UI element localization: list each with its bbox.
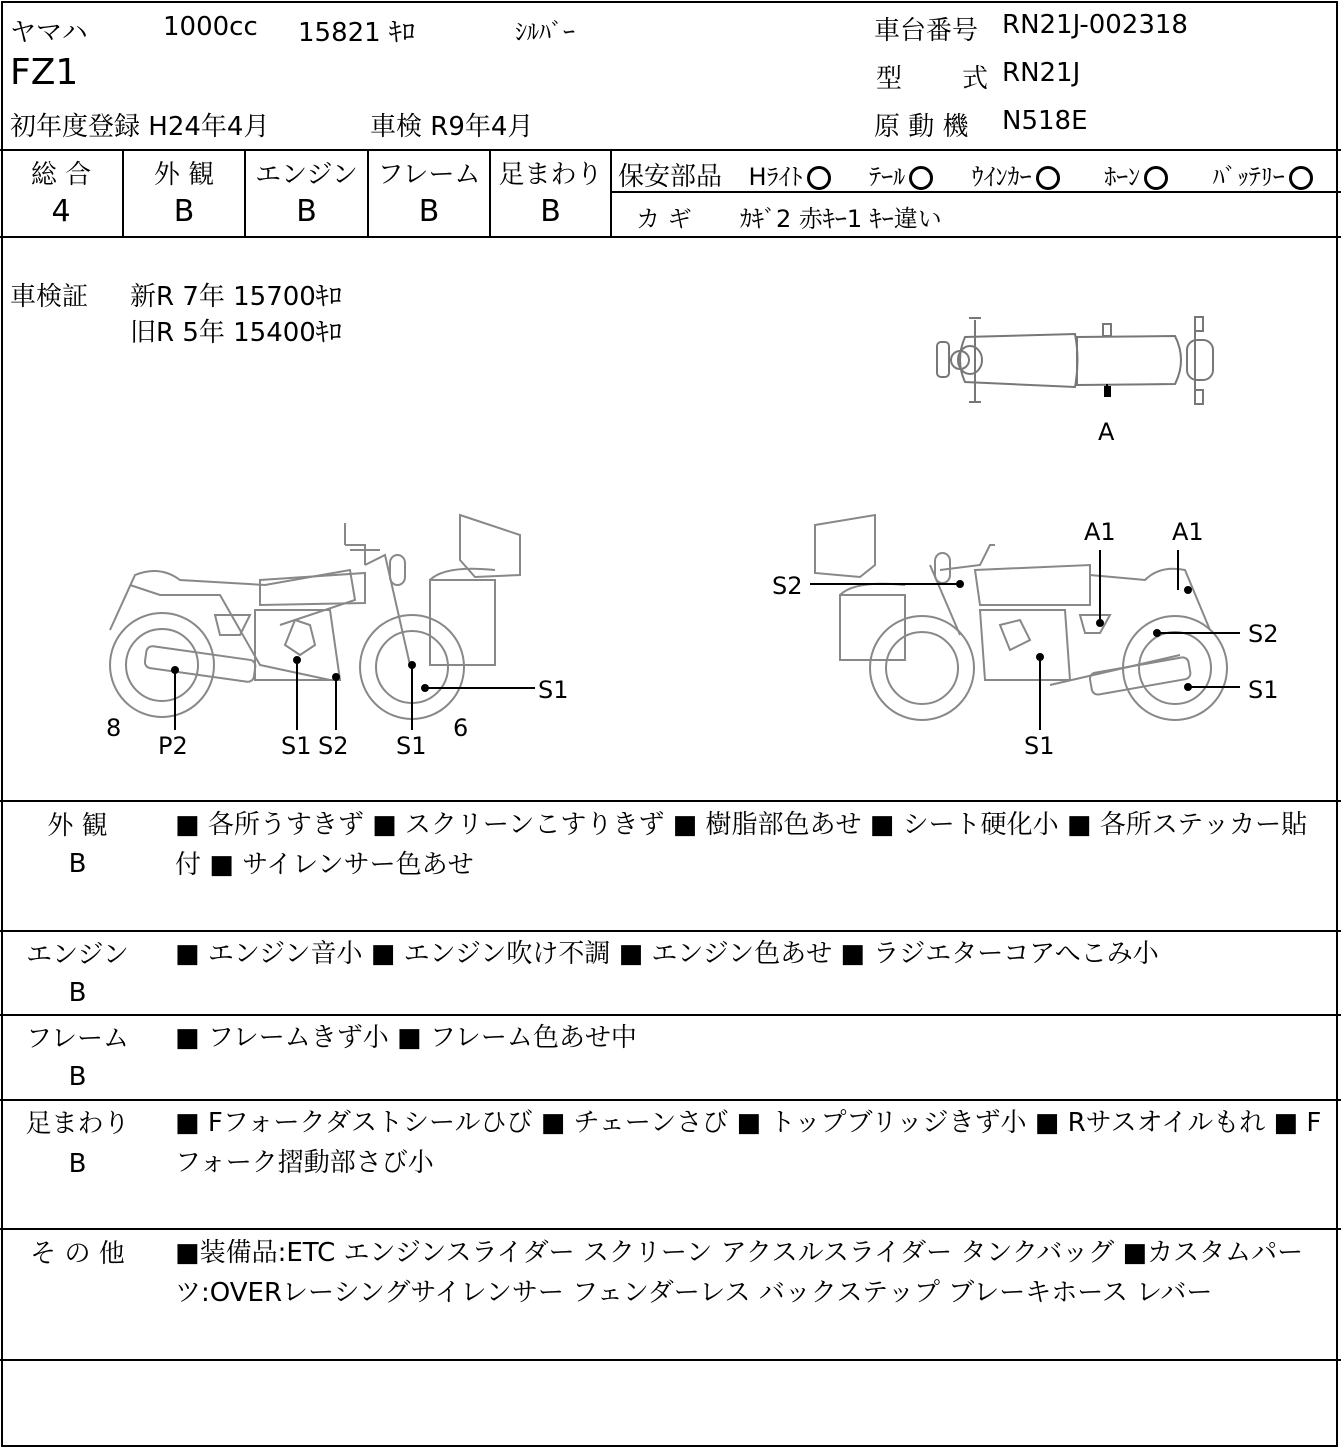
section-label-suspension: 足まわり xyxy=(25,1109,130,1139)
ok-circle-icon xyxy=(807,166,831,190)
grade-title-overall: 総 合 xyxy=(30,160,92,190)
section-label-other: そ の 他 xyxy=(30,1239,125,1269)
ok-circle-icon xyxy=(1036,166,1060,190)
grade-title-suspension: 足まわり xyxy=(498,160,603,190)
divider xyxy=(0,1014,1341,1016)
color: ｼﾙﾊﾞｰ xyxy=(515,18,575,46)
type-label-1: 型 xyxy=(876,64,903,94)
grade-value-suspension: B xyxy=(540,194,561,229)
safety-item-horn: ﾎｰﾝ xyxy=(1104,163,1141,191)
diagram-label-s1: S1 xyxy=(1248,676,1279,704)
section-text-frame: ■ フレームきず小 ■ フレーム色あせ中 xyxy=(175,1023,637,1053)
diagram-label-a1: A1 xyxy=(1084,518,1116,546)
model-name: FZ1 xyxy=(10,52,79,93)
safety-item-battery: ﾊﾞｯﾃﾘｰ xyxy=(1212,163,1285,191)
type-value: RN21J xyxy=(1002,58,1081,88)
diagram-label-s1: S1 xyxy=(1024,732,1055,760)
divider xyxy=(0,1228,1341,1230)
safety-item-winker: ｳｲﾝｶｰ xyxy=(971,163,1032,191)
keys-value: ｶｷﾞ2 赤ｷｰ1 ｷｰ違い xyxy=(740,205,942,233)
type-label-2: 式 xyxy=(962,64,989,94)
divider xyxy=(610,150,612,237)
divider xyxy=(0,930,1341,932)
shaken-cert-label: 車検証 xyxy=(10,282,89,312)
grade-value-exterior: B xyxy=(173,194,195,229)
shaken-cert-new: 新R 7年 15700ｷﾛ xyxy=(130,282,342,312)
diagram-label-p2: P2 xyxy=(158,732,188,760)
grade-title-exterior: 外 観 xyxy=(153,160,215,190)
section-text-other: ■装備品:ETC エンジンスライダー スクリーン アクスルスライダー タンクバッグ ■カスタムパーツ:OVERレーシングサイレンサー フェンダーレス バックステップ ブレーキホース レバー xyxy=(175,1238,1304,1308)
divider xyxy=(0,236,1341,238)
ok-circle-icon xyxy=(1289,166,1313,190)
maker: ヤマハ xyxy=(10,18,88,48)
section-grade-frame: B xyxy=(68,1062,87,1092)
displacement: 1000cc xyxy=(163,12,258,42)
section-grade-suspension: B xyxy=(68,1149,87,1179)
section-label-frame: フレーム xyxy=(26,1024,129,1054)
engine-value: N518E xyxy=(1002,106,1088,136)
safety-parts-row xyxy=(618,156,1313,193)
diagram-label-8: 8 xyxy=(106,714,122,742)
diagram-label-s1: S1 xyxy=(396,732,427,760)
section-text-exterior: ■ 各所うすきず ■ スクリーンこすりきず ■ 樹脂部色あせ ■ シート硬化小 ■ 各所ステッカー貼付 ■ サイレンサー色あせ xyxy=(175,810,1308,880)
safety-label: 保安部品 xyxy=(618,162,723,192)
divider xyxy=(0,800,1341,802)
section-label-exterior: 外 観 xyxy=(47,811,108,841)
engine-label: 原 動 機 xyxy=(874,112,969,142)
mileage: 15821 ｷﾛ xyxy=(298,18,415,48)
inspection-date: 車検 R9年4月 xyxy=(370,112,534,142)
ok-circle-icon xyxy=(1144,166,1168,190)
diagram-label-s2: S2 xyxy=(1248,620,1279,648)
frame-no-label: 車台番号 xyxy=(874,16,979,46)
grade-title-frame: フレーム xyxy=(377,160,481,190)
divider xyxy=(0,1099,1341,1101)
divider xyxy=(0,1359,1341,1361)
diagram-label-s1: S1 xyxy=(281,732,312,760)
motorcycle-top-view-diagram xyxy=(925,312,1235,447)
ok-circle-icon xyxy=(909,166,933,190)
section-grade-exterior: B xyxy=(68,849,87,879)
divider xyxy=(0,149,1341,151)
diagram-label-s2: S2 xyxy=(318,732,349,760)
section-text-suspension: ■ Fフォークダストシールひび ■ チェーンさび ■ トップブリッジきず小 ■ Rサスオイルもれ ■ Fフォーク摺動部さび小 xyxy=(175,1108,1322,1178)
grade-title-engine: エンジン xyxy=(255,160,358,190)
diagram-label-a: A xyxy=(1098,418,1115,446)
first-registration: 初年度登録 H24年4月 xyxy=(10,112,270,142)
shaken-cert-old: 旧R 5年 15400ｷﾛ xyxy=(130,318,342,348)
diagram-label-6: 6 xyxy=(453,714,469,742)
section-grade-engine: B xyxy=(68,978,87,1008)
keys-label: カ ギ xyxy=(636,205,692,233)
frame-no: RN21J-002318 xyxy=(1002,10,1188,40)
section-label-engine: エンジン xyxy=(26,940,129,970)
grade-value-overall: 4 xyxy=(51,194,71,229)
left-diagram-leader-lines xyxy=(100,505,580,765)
diagram-label-a1: A1 xyxy=(1172,518,1204,546)
grade-value-engine: B xyxy=(296,194,317,229)
safety-item-tail: ﾃｰﾙ xyxy=(869,163,906,191)
safety-item-headlight: Hﾗｲﾄ xyxy=(748,163,803,191)
section-text-engine: ■ エンジン音小 ■ エンジン吹け不調 ■ エンジン色あせ ■ ラジエターコアへこみ小 xyxy=(175,939,1159,969)
diagram-label-s2: S2 xyxy=(772,572,803,600)
grade-value-frame: B xyxy=(418,194,440,229)
diagram-label-s1: S1 xyxy=(538,676,569,704)
